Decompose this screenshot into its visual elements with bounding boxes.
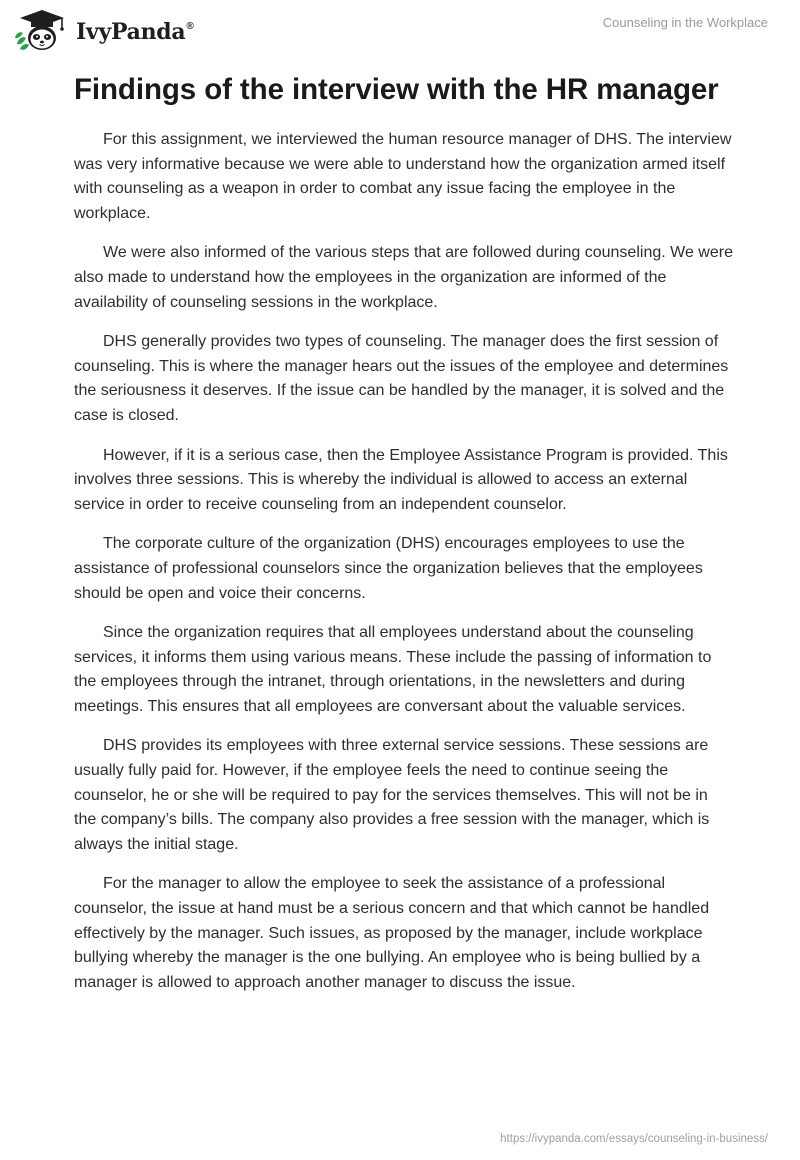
paragraph: The corporate culture of the organization (DHS) encourages employees to use the assistance of professional counselors since the organization believes that the employees should be open and voice their concerns. [74,535,703,602]
document-title: Counseling in the Workplace [602,15,768,30]
paragraph: We were also informed of the various steps that are followed during counseling. We were also made to understand how the employees in the organization are informed of the availability of counseling sessions in the workplace. [74,244,733,311]
paragraph: However, if it is a serious case, then the Employee Assistance Program is provided. This involves three sessions. This is whereby the individual is allowed to access an external service in order to receive counseling from an independent counselor. [74,446,728,513]
paragraph: Since the organization requires that all employees understand about the counseling services, it informs them using various means. These include the passing of information to the employees through the intranet, through orientations, in the newsletters and during meetings. This ensures that all employees are conversant about the valuable services. [74,624,712,715]
paragraph: For the manager to allow the employee to seek the assistance of a professional counselor, the issue at hand must be a serious concern and that which cannot be handled effectively by the manager. Such issues, as proposed by the manager, include workplace bullying whereby the manager is the one bullying. An employee who is being bullied by a manager is allowed to approach another manager to discuss the issue. [74,875,710,991]
paragraph: For this assignment, we interviewed the human resource manager of DHS. The interview was very informative because we were able to understand how the organization armed itself with counseling as a weapon in order to combat any issue facing the employee in the workplace. [74,131,732,222]
article-body [74,70,734,1010]
panda-graduate-icon [14,8,70,52]
logo-wordmark: IvyPanda® [76,19,194,45]
paragraph: DHS generally provides two types of counseling. The manager does the first session of counseling. This is where the manager hears out the issues of the employee and determines the seriousness it deserves. If the issue can be handled by the manager, it is solved and the case is closed. [74,333,729,424]
page-header [0,0,800,60]
ivypanda-logo[interactable] [14,8,193,52]
paragraph: DHS provides its employees with three external service sessions. These sessions are usually fully paid for. However, if the employee feels the need to continue seeing the counselor, he or she will be required to pay for the services themselves. This will not be in the company’s bills. The company also provides a free session with the manager, which is always the initial stage. [74,737,710,853]
registered-mark: ® [186,21,194,32]
page-heading: Findings of the interview with the HR manager [74,73,719,106]
source-url[interactable]: https://ivypanda.com/essays/counseling-in-business/ [500,1133,768,1145]
